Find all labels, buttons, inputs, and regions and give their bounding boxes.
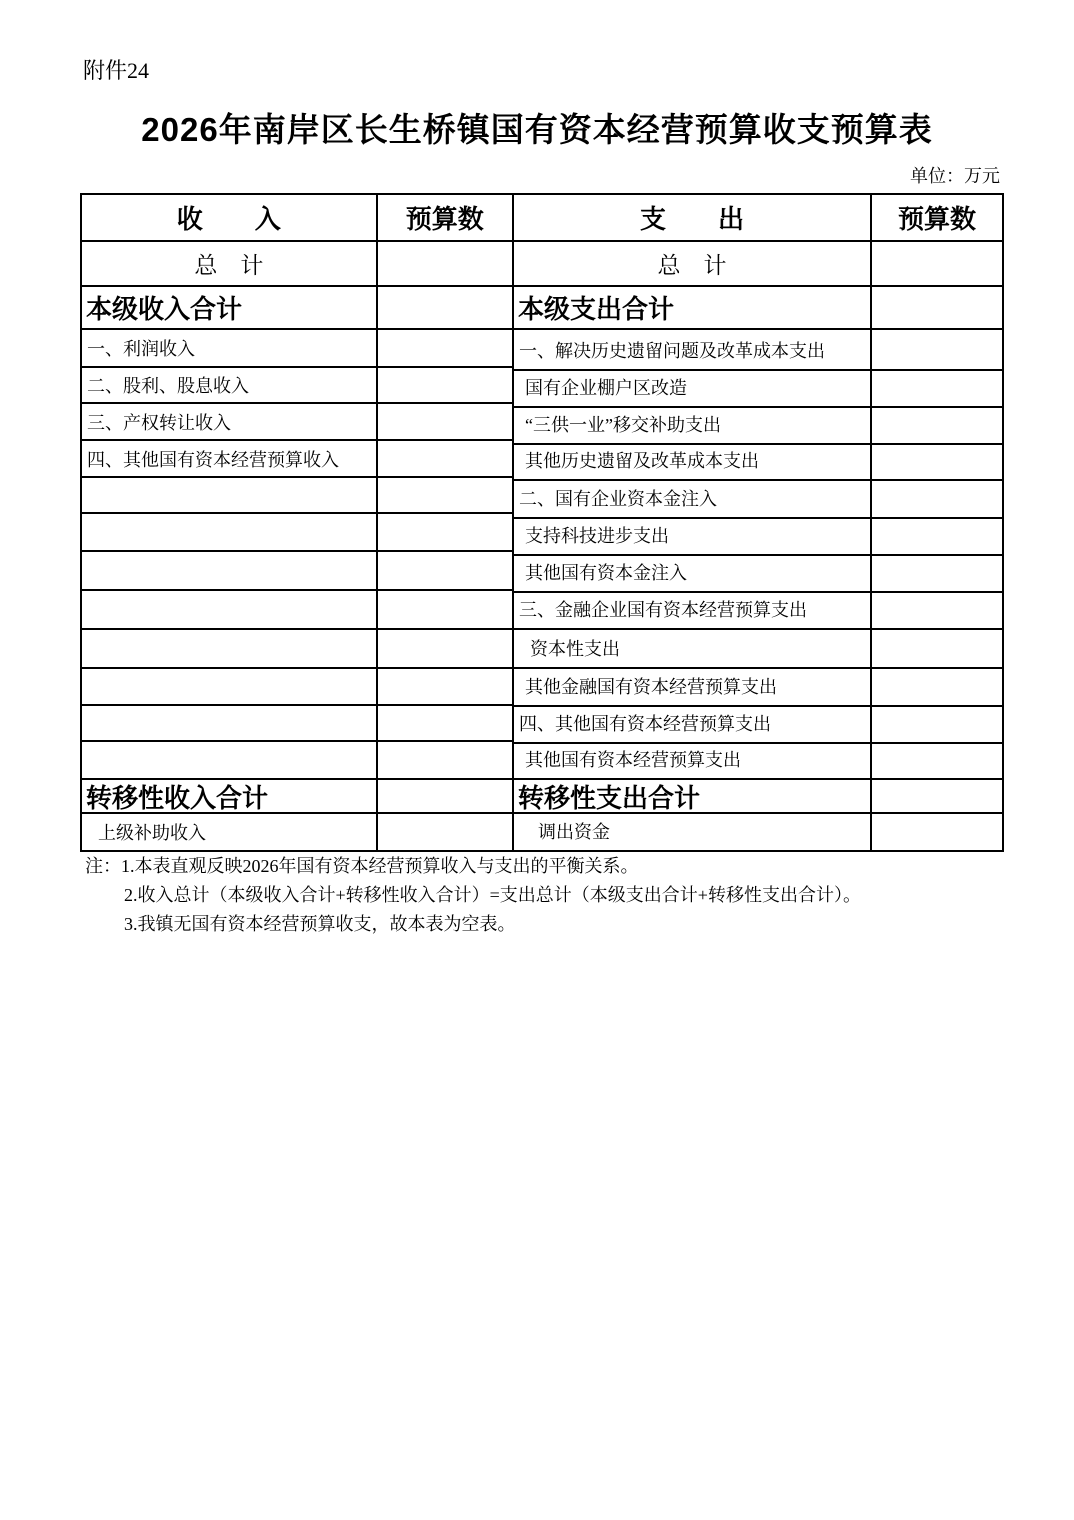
table-row xyxy=(514,445,1002,481)
income-item-label xyxy=(82,742,378,778)
table-row xyxy=(514,330,1002,371)
unit-label: 单位：万元 xyxy=(910,166,1000,186)
expenditure-item-label: 资本性支出 xyxy=(514,630,872,667)
income-item-label xyxy=(82,514,378,550)
income-item-label xyxy=(82,591,378,628)
table-row xyxy=(82,404,512,441)
expenditure-item-label: 二、国有企业资本金注入 xyxy=(514,481,872,517)
income-budget-value xyxy=(378,478,512,512)
expenditure-half xyxy=(514,195,1002,850)
expenditure-total-label: 总 计 xyxy=(514,242,872,285)
income-budget-value xyxy=(378,404,512,439)
expenditure-budget-value xyxy=(872,556,1002,591)
note-line: 3.我镇无国有资本经营预算收支，故本表为空表。 xyxy=(124,914,516,934)
expenditure-item-label: 其他历史遗留及改革成本支出 xyxy=(514,445,872,479)
blank-row xyxy=(82,630,512,669)
expenditure-transfer-label: 转移性支出合计 xyxy=(514,780,872,812)
expenditure-budget-value xyxy=(872,593,1002,628)
table-row xyxy=(514,556,1002,593)
income-budget-value xyxy=(378,287,512,328)
page-title: 2026年南岸区长生桥镇国有资本经营预算收支预算表 xyxy=(141,111,933,148)
blank-row xyxy=(82,706,512,742)
income-budget-value xyxy=(378,441,512,476)
expenditure-budget-value xyxy=(872,707,1002,742)
expenditure-budget-value xyxy=(872,630,1002,667)
expenditure-budget-value xyxy=(872,519,1002,554)
income-item-label xyxy=(82,706,378,740)
expenditure-item-label: 一、解决历史遗留问题及改革成本支出 xyxy=(514,330,872,369)
expenditure-total-value xyxy=(872,242,1002,285)
expenditure-budget-value xyxy=(872,780,1002,812)
income-total-value xyxy=(378,242,512,285)
expenditure-item-label: 三、金融企业国有资本经营预算支出 xyxy=(514,593,872,628)
income-budget-value xyxy=(378,780,512,812)
income-item-label: 一、利润收入 xyxy=(82,330,378,366)
income-column-header: 收 入 xyxy=(82,195,378,240)
income-half xyxy=(82,195,514,850)
table-row xyxy=(82,441,512,478)
expenditure-item-label: 其他国有资本经营预算支出 xyxy=(514,744,872,778)
expenditure-budget-value xyxy=(872,408,1002,443)
income-budget-value xyxy=(378,368,512,402)
blank-row xyxy=(82,669,512,706)
income-budget-value xyxy=(378,706,512,740)
income-item-label xyxy=(82,630,378,667)
expenditure-total-row xyxy=(514,242,1002,287)
expenditure-item-label: 四、其他国有资本经营预算支出 xyxy=(514,707,872,742)
table-row xyxy=(514,669,1002,707)
expenditure-budget-value xyxy=(872,669,1002,705)
blank-row xyxy=(82,514,512,552)
note-text: 1.本表直观反映2026年国有资本经营预算收入与支出的平衡关系。 xyxy=(121,856,639,876)
income-item-label: 上级补助收入 xyxy=(82,814,378,850)
income-total-label: 总 计 xyxy=(82,242,378,285)
income-budget-value xyxy=(378,814,512,850)
income-section-label: 本级收入合计 xyxy=(82,287,378,328)
expenditure-transfer-row xyxy=(514,780,1002,814)
blank-row xyxy=(82,591,512,630)
income-item-label xyxy=(82,552,378,589)
income-budget-header: 预算数 xyxy=(405,204,484,234)
table-row xyxy=(514,744,1002,780)
table-row xyxy=(514,630,1002,669)
expenditure-section-row xyxy=(514,287,1002,330)
table-row xyxy=(514,707,1002,744)
note-prefix: 注： xyxy=(85,856,121,876)
expenditure-item-label: 国有企业棚户区改造 xyxy=(514,371,872,406)
income-item-label xyxy=(82,478,378,512)
income-budget-value xyxy=(378,630,512,667)
expenditure-budget-header: 预算数 xyxy=(897,204,976,234)
expenditure-section-label: 本级支出合计 xyxy=(514,287,872,328)
expenditure-budget-value xyxy=(872,330,1002,369)
table-row xyxy=(82,330,512,368)
income-item-label: 三、产权转让收入 xyxy=(82,404,378,439)
expenditure-budget-value xyxy=(872,744,1002,778)
expenditure-budget-value xyxy=(872,371,1002,406)
income-transfer-label: 转移性收入合计 xyxy=(82,780,378,812)
income-total-row xyxy=(82,242,512,287)
table-row xyxy=(514,481,1002,519)
income-budget-value xyxy=(378,742,512,778)
income-item-label: 四、其他国有资本经营预算收入 xyxy=(82,441,378,476)
attachment-label: 附件24 xyxy=(83,58,150,83)
expenditure-budget-value xyxy=(872,287,1002,328)
expenditure-budget-value xyxy=(872,445,1002,479)
expenditure-column-header: 支 出 xyxy=(514,195,872,240)
table-row xyxy=(514,408,1002,445)
table-row xyxy=(514,519,1002,556)
blank-row xyxy=(82,742,512,780)
note-line: 2.收入总计（本级收入合计+转移性收入合计）=支出总计（本级支出合计+转移性支出合计）。 xyxy=(124,885,861,905)
table-row xyxy=(514,371,1002,408)
income-item-label xyxy=(82,669,378,704)
expenditure-item-label: “三供一业”移交补助支出 xyxy=(514,408,872,443)
expenditure-item-label: 其他金融国有资本经营预算支出 xyxy=(514,669,872,705)
table-row xyxy=(514,593,1002,630)
income-section-row xyxy=(82,287,512,330)
budget-table xyxy=(80,193,1004,852)
income-transfer-row xyxy=(82,780,512,814)
blank-row xyxy=(82,552,512,591)
expenditure-budget-value xyxy=(872,814,1002,850)
income-budget-value xyxy=(378,330,512,366)
income-budget-value xyxy=(378,552,512,589)
blank-row xyxy=(82,478,512,514)
income-budget-value xyxy=(378,514,512,550)
expenditure-item-label: 调出资金 xyxy=(514,814,872,850)
income-budget-value xyxy=(378,591,512,628)
footnotes xyxy=(85,852,1005,939)
table-row xyxy=(82,368,512,404)
expenditure-item-label: 其他国有资本金注入 xyxy=(514,556,872,591)
table-row xyxy=(82,814,512,850)
income-budget-value xyxy=(378,669,512,704)
expenditure-budget-value xyxy=(872,481,1002,517)
note-line xyxy=(85,852,1005,881)
income-header-row xyxy=(82,195,512,242)
expenditure-header-row xyxy=(514,195,1002,242)
expenditure-item-label: 支持科技进步支出 xyxy=(514,519,872,554)
income-item-label: 二、股利、股息收入 xyxy=(82,368,378,402)
table-row xyxy=(514,814,1002,850)
